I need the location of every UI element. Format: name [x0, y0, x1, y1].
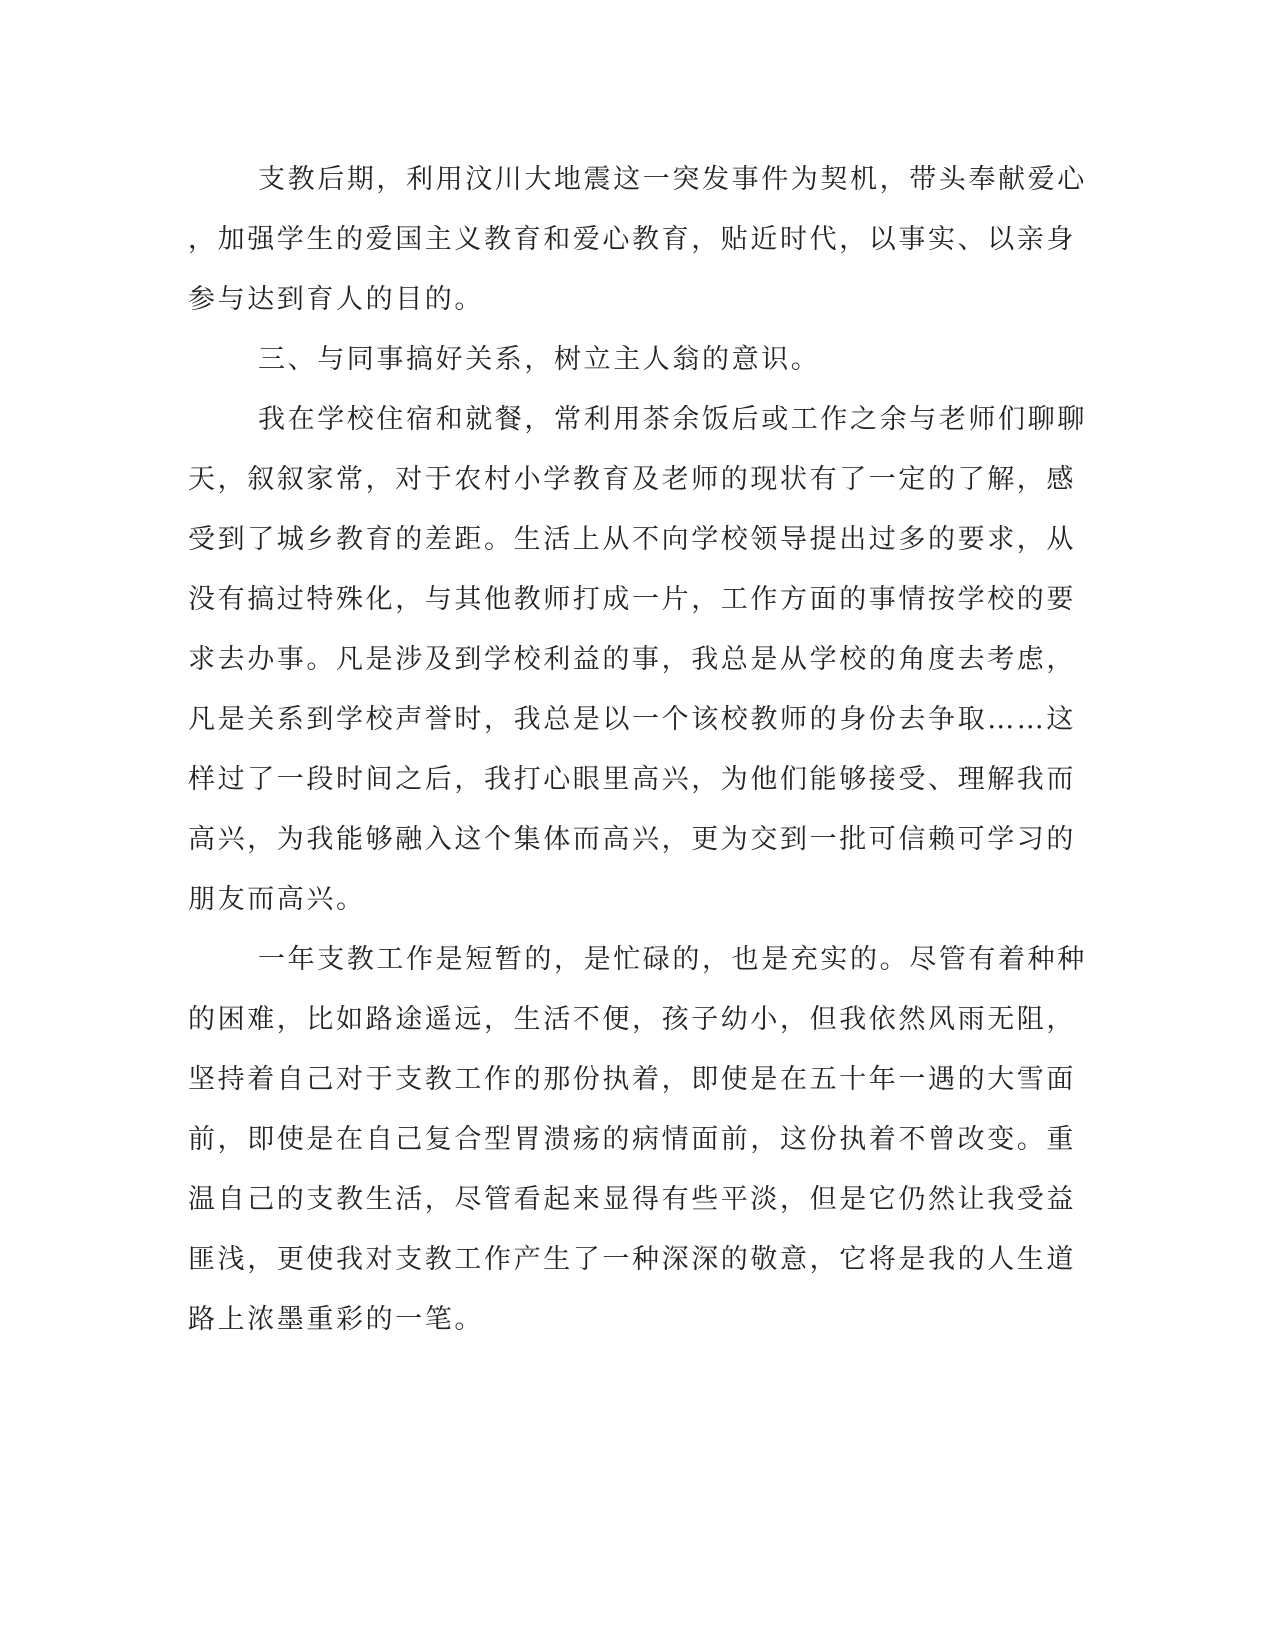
text-line: 匪浅，更使我对支教工作产生了一种深深的敬意，它将是我的人生道 [188, 1244, 1076, 1275]
text-line: 路上浓墨重彩的一笔。 [188, 1304, 484, 1335]
text-line: 样过了一段时间之后，我打心眼里高兴，为他们能够接受、理解我而 [188, 764, 1076, 795]
text-line: 天，叙叙家常，对于农村小学教育及老师的现状有了一定的了解，感 [188, 464, 1076, 495]
text-line: ，加强学生的爱国主义教育和爱心教育，贴近时代，以事实、以亲身 [188, 224, 1076, 255]
text-line: 支教后期，利用汶川大地震这一突发事件为契机，带头奉献爱心 [258, 164, 1087, 195]
text-line: 朋友而高兴。 [188, 884, 366, 915]
text-line: 高兴，为我能够融入这个集体而高兴，更为交到一批可信赖可学习的 [188, 824, 1076, 855]
text-line: 我在学校住宿和就餐，常利用茶余饭后或工作之余与老师们聊聊 [258, 404, 1087, 435]
text-line: 没有搞过特殊化，与其他教师打成一片，工作方面的事情按学校的要 [188, 584, 1076, 615]
text-line: 求去办事。凡是涉及到学校利益的事，我总是从学校的角度去考虑， [188, 644, 1076, 675]
text-line: 温自己的支教生活，尽管看起来显得有些平淡，但是它仍然让我受益 [188, 1184, 1076, 1215]
text-line: 一年支教工作是短暂的，是忙碌的，也是充实的。尽管有着种种 [258, 944, 1087, 975]
text-line: 凡是关系到学校声誉时，我总是以一个该校教师的身份去争取……这 [188, 704, 1076, 735]
text-line: 的困难，比如路途遥远，生活不便，孩子幼小，但我依然风雨无阻， [188, 1004, 1076, 1035]
text-line: 参与达到育人的目的。 [188, 284, 484, 315]
text-line: 前，即使是在自己复合型胃溃疡的病情面前，这份执着不曾改变。重 [188, 1124, 1076, 1155]
text-line: 受到了城乡教育的差距。生活上从不向学校领导提出过多的要求，从 [188, 524, 1076, 555]
section-heading: 三、与同事搞好关系，树立主人翁的意识。 [258, 344, 821, 375]
text-line: 坚持着自己对于支教工作的那份执着，即使是在五十年一遇的大雪面 [188, 1064, 1076, 1095]
